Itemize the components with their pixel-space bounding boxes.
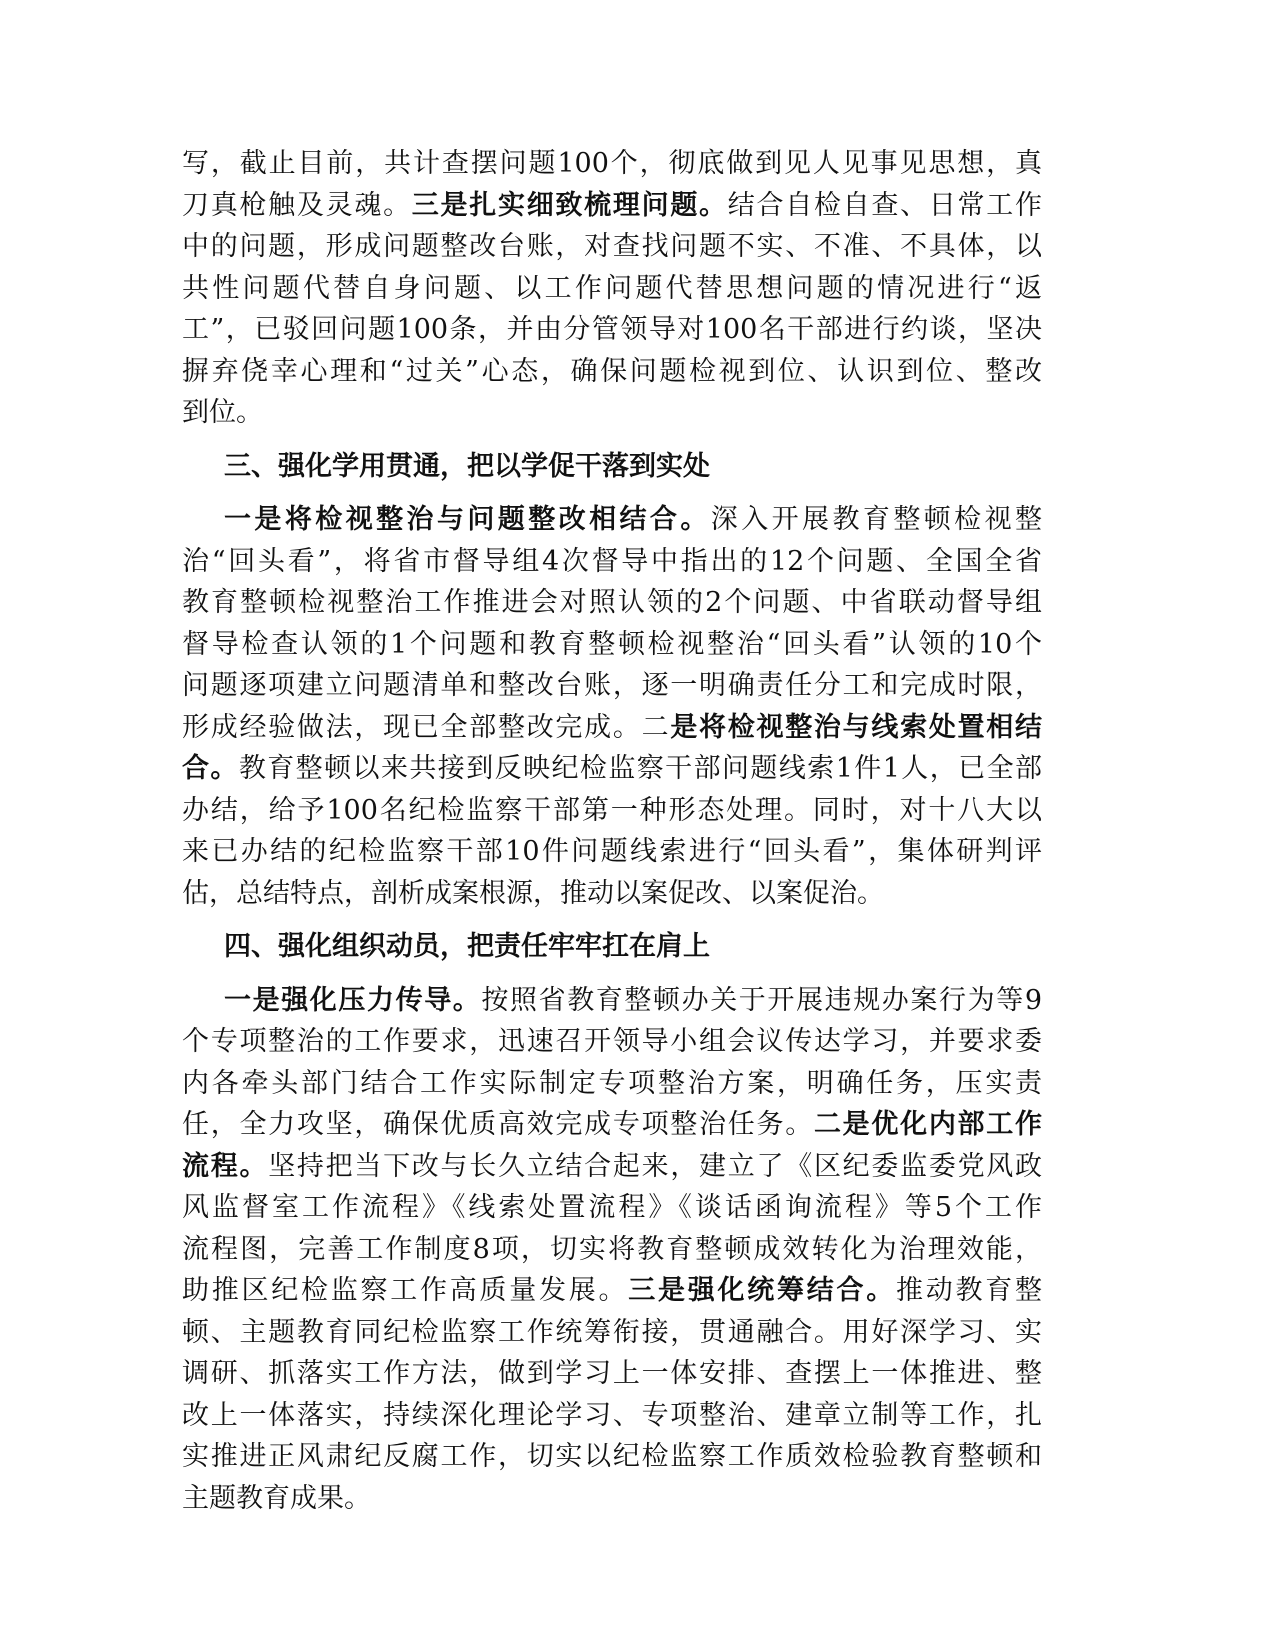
text-run: 流程图，完善工作制度8项，切实将教育整顿成效转化为治理效能， [182, 1233, 1042, 1265]
text-run: 风监督室工作流程》《线索处置流程》《谈话函询流程》等5个工作 [182, 1192, 1042, 1223]
text-line [182, 980, 1042, 1022]
text-line [182, 226, 1042, 268]
text-line [182, 1104, 1042, 1146]
text-run: 顿、主题教育同纪检监察工作统筹衔接，贯通融合。用好深学习、实 [182, 1316, 1042, 1348]
document-page [182, 143, 1042, 1519]
text-line [182, 1478, 1042, 1520]
text-line [182, 1021, 1042, 1063]
text-line [182, 1436, 1042, 1478]
section-heading-three: 三、强化学用贯通，把以学促干落到实处 [224, 450, 710, 482]
text-run: 摒弃侥幸心理和“过关”心态，确保问题检视到位、认识到位、整改 [182, 355, 1042, 387]
bold-lead-phrase: 二是优化内部工作 [813, 1109, 1043, 1140]
text-run: 调研、抓落实工作方法，做到学习上一体安排、查摆上一体推进、整 [182, 1358, 1042, 1389]
text-run: 共性问题代替自身问题、以工作问题代替思想问题的情况进行“返 [182, 272, 1042, 304]
text-run: 坚持把当下改与长久立结合起来，建立了《区纪委监委党风政 [268, 1150, 1043, 1182]
text-run: 形成经验做法，现已全部整改完成。二 [182, 711, 671, 743]
text-line [182, 1146, 1042, 1188]
text-line [182, 831, 1042, 873]
text-run: 办结，给予100名纪检监察干部第一种形态处理。同时，对十八大以 [182, 794, 1042, 826]
text-line [182, 624, 1042, 666]
bold-lead-phrase: 流程。 [182, 1150, 269, 1182]
text-run: 写，截止目前，共计查摆问题100个，彻底做到见人见事见思想，真 [182, 148, 1042, 179]
bold-lead-phrase: 是将检视整治与线索处置相结 [670, 711, 1043, 743]
text-run: 刀真枪触及灵魂。 [182, 189, 412, 221]
text-run: 中的问题，形成问题整改台账，对查找问题不实、不准、不具体，以 [182, 231, 1042, 262]
text-run: 问题逐项建立问题清单和整改台账，逐一明确责任分工和完成时限， [182, 670, 1042, 701]
text-run: 到位。 [182, 397, 263, 428]
text-line [182, 1229, 1042, 1271]
text-line [182, 1395, 1042, 1437]
bold-lead-phrase: 三是强化统筹结合。 [628, 1275, 896, 1306]
bold-lead-phrase: 一是将检视整治与问题整改相结合。 [224, 504, 711, 535]
text-run: 督导检查认领的1个问题和教育整顿检视整治“回头看”认领的10个 [182, 628, 1042, 660]
text-line [182, 143, 1042, 185]
text-line [182, 185, 1042, 227]
text-run: 实推进正风肃纪反腐工作，切实以纪检监察工作质效检验教育整顿和 [182, 1441, 1042, 1472]
text-line [182, 790, 1042, 832]
text-line [182, 541, 1042, 583]
text-run: 个专项整治的工作要求，迅速召开领导小组会议传达学习，并要求委 [182, 1026, 1042, 1057]
paragraph-self-check [182, 143, 1042, 434]
text-line [182, 748, 1042, 790]
paragraph-mobilization [182, 980, 1042, 1520]
bold-lead-phrase: 合。 [182, 753, 239, 784]
text-run: 教育整顿检视整治工作推进会对照认领的2个问题、中省联动督导组 [182, 587, 1042, 618]
text-line [182, 1270, 1042, 1312]
text-run: 任，全力攻坚，确保优质高效完成专项整治任务。 [182, 1109, 814, 1140]
text-line [182, 1353, 1042, 1395]
text-line [182, 707, 1042, 749]
text-line [182, 1187, 1042, 1229]
text-line [182, 582, 1042, 624]
text-run: 内各牵头部门结合工作实际制定专项整治方案，明确任务，压实责 [182, 1067, 1042, 1099]
text-run: 推动教育整 [896, 1275, 1042, 1306]
text-line [182, 392, 1042, 434]
text-run: 深入开展教育整顿检视整 [710, 504, 1043, 535]
text-run: 工”，已驳回问题100条，并由分管领导对100名干部进行约谈，坚决 [182, 314, 1042, 345]
paragraph-rectification [182, 499, 1042, 914]
bold-lead-phrase: 一是强化压力传导。 [224, 984, 482, 1016]
section-heading-four: 四、强化组织动员，把责任牢牢扛在肩上 [224, 931, 710, 962]
text-run: 改上一体落实，持续深化理论学习、专项整治、建章立制等工作，扎 [182, 1399, 1042, 1431]
text-line [182, 499, 1042, 541]
text-run: 估，总结特点，剖析成案根源，推动以案促改、以案促治。 [182, 877, 884, 909]
text-run: 按照省教育整顿办关于开展违规办案行为等9 [481, 984, 1042, 1016]
text-run: 教育整顿以来共接到反映纪检监察干部问题线索1件1人，已全部 [238, 753, 1042, 784]
text-run: 治“回头看”，将省市督导组4次督导中指出的12个问题、全国全省 [182, 545, 1042, 577]
text-run: 结合自检自查、日常工作 [727, 189, 1043, 221]
text-line [182, 873, 1042, 915]
text-line [182, 351, 1042, 393]
text-run: 助推区纪检监察工作高质量发展。 [182, 1275, 629, 1306]
text-line [182, 268, 1042, 310]
bold-lead-phrase: 三是扎实细致梳理问题。 [411, 189, 728, 221]
text-line [182, 1312, 1042, 1354]
text-line [182, 309, 1042, 351]
text-line [182, 665, 1042, 707]
text-run: 主题教育成果。 [182, 1482, 371, 1514]
text-line [182, 1063, 1042, 1105]
text-run: 来已办结的纪检监察干部10件问题线索进行“回头看”，集体研判评 [182, 836, 1042, 867]
